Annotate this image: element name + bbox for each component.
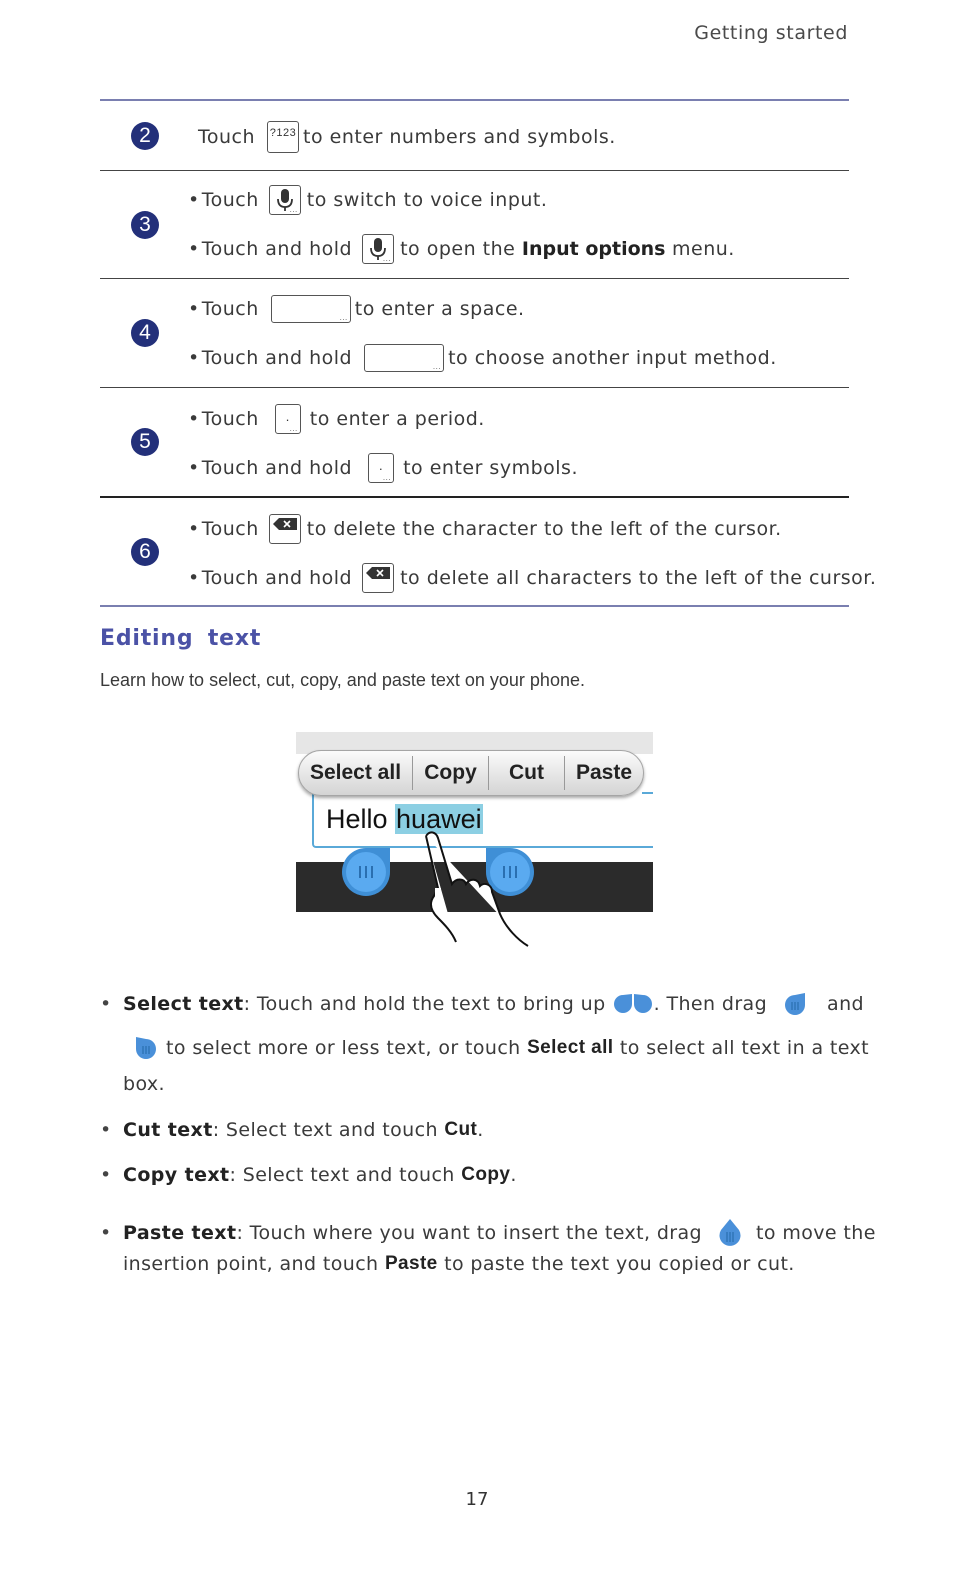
table-bottom-rule xyxy=(100,605,849,607)
list-bold: Select all xyxy=(527,1037,614,1058)
list-bold: Copy xyxy=(461,1164,511,1185)
line-text: to delete the character to the left of the cursor. xyxy=(306,518,782,540)
table-line xyxy=(188,344,777,372)
list-item xyxy=(100,1164,517,1186)
term-cut-text: Cut text xyxy=(123,1119,213,1141)
number-badge: 3 xyxy=(131,211,159,239)
bullet: • xyxy=(188,189,200,211)
paste-menu-item[interactable]: Paste xyxy=(575,761,633,784)
selection-handle-icon[interactable] xyxy=(338,842,394,898)
table-row xyxy=(100,496,877,605)
selection-handle-left-icon xyxy=(783,991,809,1017)
line-text: to enter numbers and symbols. xyxy=(303,126,616,148)
symbols-key-label: ?123 xyxy=(269,127,297,139)
table-row xyxy=(100,170,849,278)
text-field-edge xyxy=(642,792,653,794)
edit-context-menu xyxy=(298,750,644,796)
line-prefix: Touch and hold xyxy=(201,347,353,369)
line-prefix: Touch xyxy=(201,298,259,320)
list-text: and xyxy=(827,993,864,1015)
delete-key-icon xyxy=(269,514,301,544)
line-prefix: Touch xyxy=(198,126,256,148)
period-key-icon: · ... xyxy=(275,404,301,434)
section-heading: Editing text xyxy=(100,626,262,651)
insertion-handle-icon xyxy=(716,1218,744,1248)
bullet: • xyxy=(100,1222,112,1244)
table-line xyxy=(188,185,547,215)
list-text: : Select text and touch xyxy=(229,1164,455,1186)
section-intro: Learn how to select, cut, copy, and paste text on your phone. xyxy=(100,670,585,690)
list-item xyxy=(100,1119,484,1141)
list-item xyxy=(100,1218,876,1248)
term-select-text: Select text xyxy=(123,993,244,1015)
number-badge: 2 xyxy=(131,122,159,150)
running-head: Getting started xyxy=(694,22,848,44)
list-item-continued xyxy=(132,1035,869,1061)
sample-text-selected: huawei xyxy=(396,804,482,834)
list-text: to paste the text you copied or cut. xyxy=(444,1253,795,1275)
bullet: • xyxy=(188,238,200,260)
list-text: : Select text and touch xyxy=(212,1119,438,1141)
list-item xyxy=(100,991,864,1017)
line-text: to open the xyxy=(400,238,516,260)
mic-key-icon: ... xyxy=(269,185,301,215)
list-bold: Cut xyxy=(444,1119,478,1140)
table-row xyxy=(100,99,849,170)
number-badge: 6 xyxy=(131,538,159,566)
line-text: menu. xyxy=(672,238,735,260)
table-line xyxy=(188,563,876,593)
list-text: to move the xyxy=(756,1222,876,1244)
bullet: • xyxy=(100,993,112,1015)
cut-menu-item[interactable]: Cut xyxy=(489,756,565,790)
list-text: . Then drag xyxy=(653,993,768,1015)
line-prefix: Touch and hold xyxy=(201,567,353,589)
list-text: to select all text in a text xyxy=(619,1037,870,1059)
bullet: • xyxy=(188,518,200,540)
line-prefix: Touch and hold xyxy=(201,238,353,260)
selection-handle-right-icon xyxy=(132,1035,158,1061)
number-badge: 4 xyxy=(131,319,159,347)
period-key-label: · xyxy=(378,461,384,476)
bullet: • xyxy=(100,1164,112,1186)
line-prefix: Touch xyxy=(201,189,259,211)
space-key-icon: ... xyxy=(271,295,351,323)
table-line xyxy=(198,121,616,153)
table-line xyxy=(188,234,735,264)
table-line xyxy=(188,404,485,434)
bullet: • xyxy=(188,298,200,320)
mic-key-icon: ... xyxy=(362,234,394,264)
term-paste-text: Paste text xyxy=(123,1222,237,1244)
period-key-icon: · ... xyxy=(368,453,394,483)
key-table xyxy=(100,99,877,607)
bullet: • xyxy=(100,1119,112,1141)
bullet: • xyxy=(188,347,200,369)
finger-pointer-icon xyxy=(418,828,533,954)
bullet: • xyxy=(188,408,200,430)
line-text: to enter a space. xyxy=(354,298,525,320)
line-prefix: Touch xyxy=(201,408,259,430)
line-text: to choose another input method. xyxy=(448,347,777,369)
list-text: insertion point, and touch xyxy=(123,1253,379,1275)
term-copy-text: Copy text xyxy=(123,1164,230,1186)
line-text: to switch to voice input. xyxy=(306,189,548,211)
line-prefix: Touch xyxy=(201,518,259,540)
delete-key-icon xyxy=(362,563,394,593)
line-text: to delete all characters to the left of the cursor. xyxy=(400,567,877,589)
list-bold: Paste xyxy=(384,1253,438,1274)
text-editing-illustration xyxy=(296,732,653,954)
table-row xyxy=(100,278,849,387)
table-row xyxy=(100,387,849,496)
list-text: . xyxy=(477,1119,484,1141)
page-number: 17 xyxy=(465,1489,489,1510)
bullet: • xyxy=(188,567,200,589)
list-text: box. xyxy=(123,1073,165,1095)
list-text: : Touch where you want to insert the text, drag xyxy=(236,1222,703,1244)
line-text: to enter symbols. xyxy=(403,457,578,479)
list-text: : Touch and hold the text to bring up xyxy=(243,993,606,1015)
sample-text-plain: Hello xyxy=(326,804,396,834)
table-line xyxy=(188,453,578,483)
list-item-continued xyxy=(123,1253,795,1275)
selection-handles-icon xyxy=(612,992,654,1016)
list-item-continued xyxy=(123,1073,165,1095)
copy-menu-item[interactable]: Copy xyxy=(413,756,489,790)
period-key-label: · xyxy=(285,412,291,427)
space-key-icon: ... xyxy=(364,344,444,372)
table-line xyxy=(188,514,782,544)
list-text: to select more or less text, or touch xyxy=(166,1037,521,1059)
line-text: to enter a period. xyxy=(309,408,485,430)
line-prefix: Touch and hold xyxy=(201,457,353,479)
bullet: • xyxy=(188,457,200,479)
line-bold: Input options xyxy=(521,238,666,260)
table-line xyxy=(188,295,525,323)
number-badge: 5 xyxy=(131,428,159,456)
list-text: . xyxy=(510,1164,517,1186)
select-all-menu-item[interactable]: Select all xyxy=(299,756,413,790)
symbols-key-icon xyxy=(267,121,299,153)
